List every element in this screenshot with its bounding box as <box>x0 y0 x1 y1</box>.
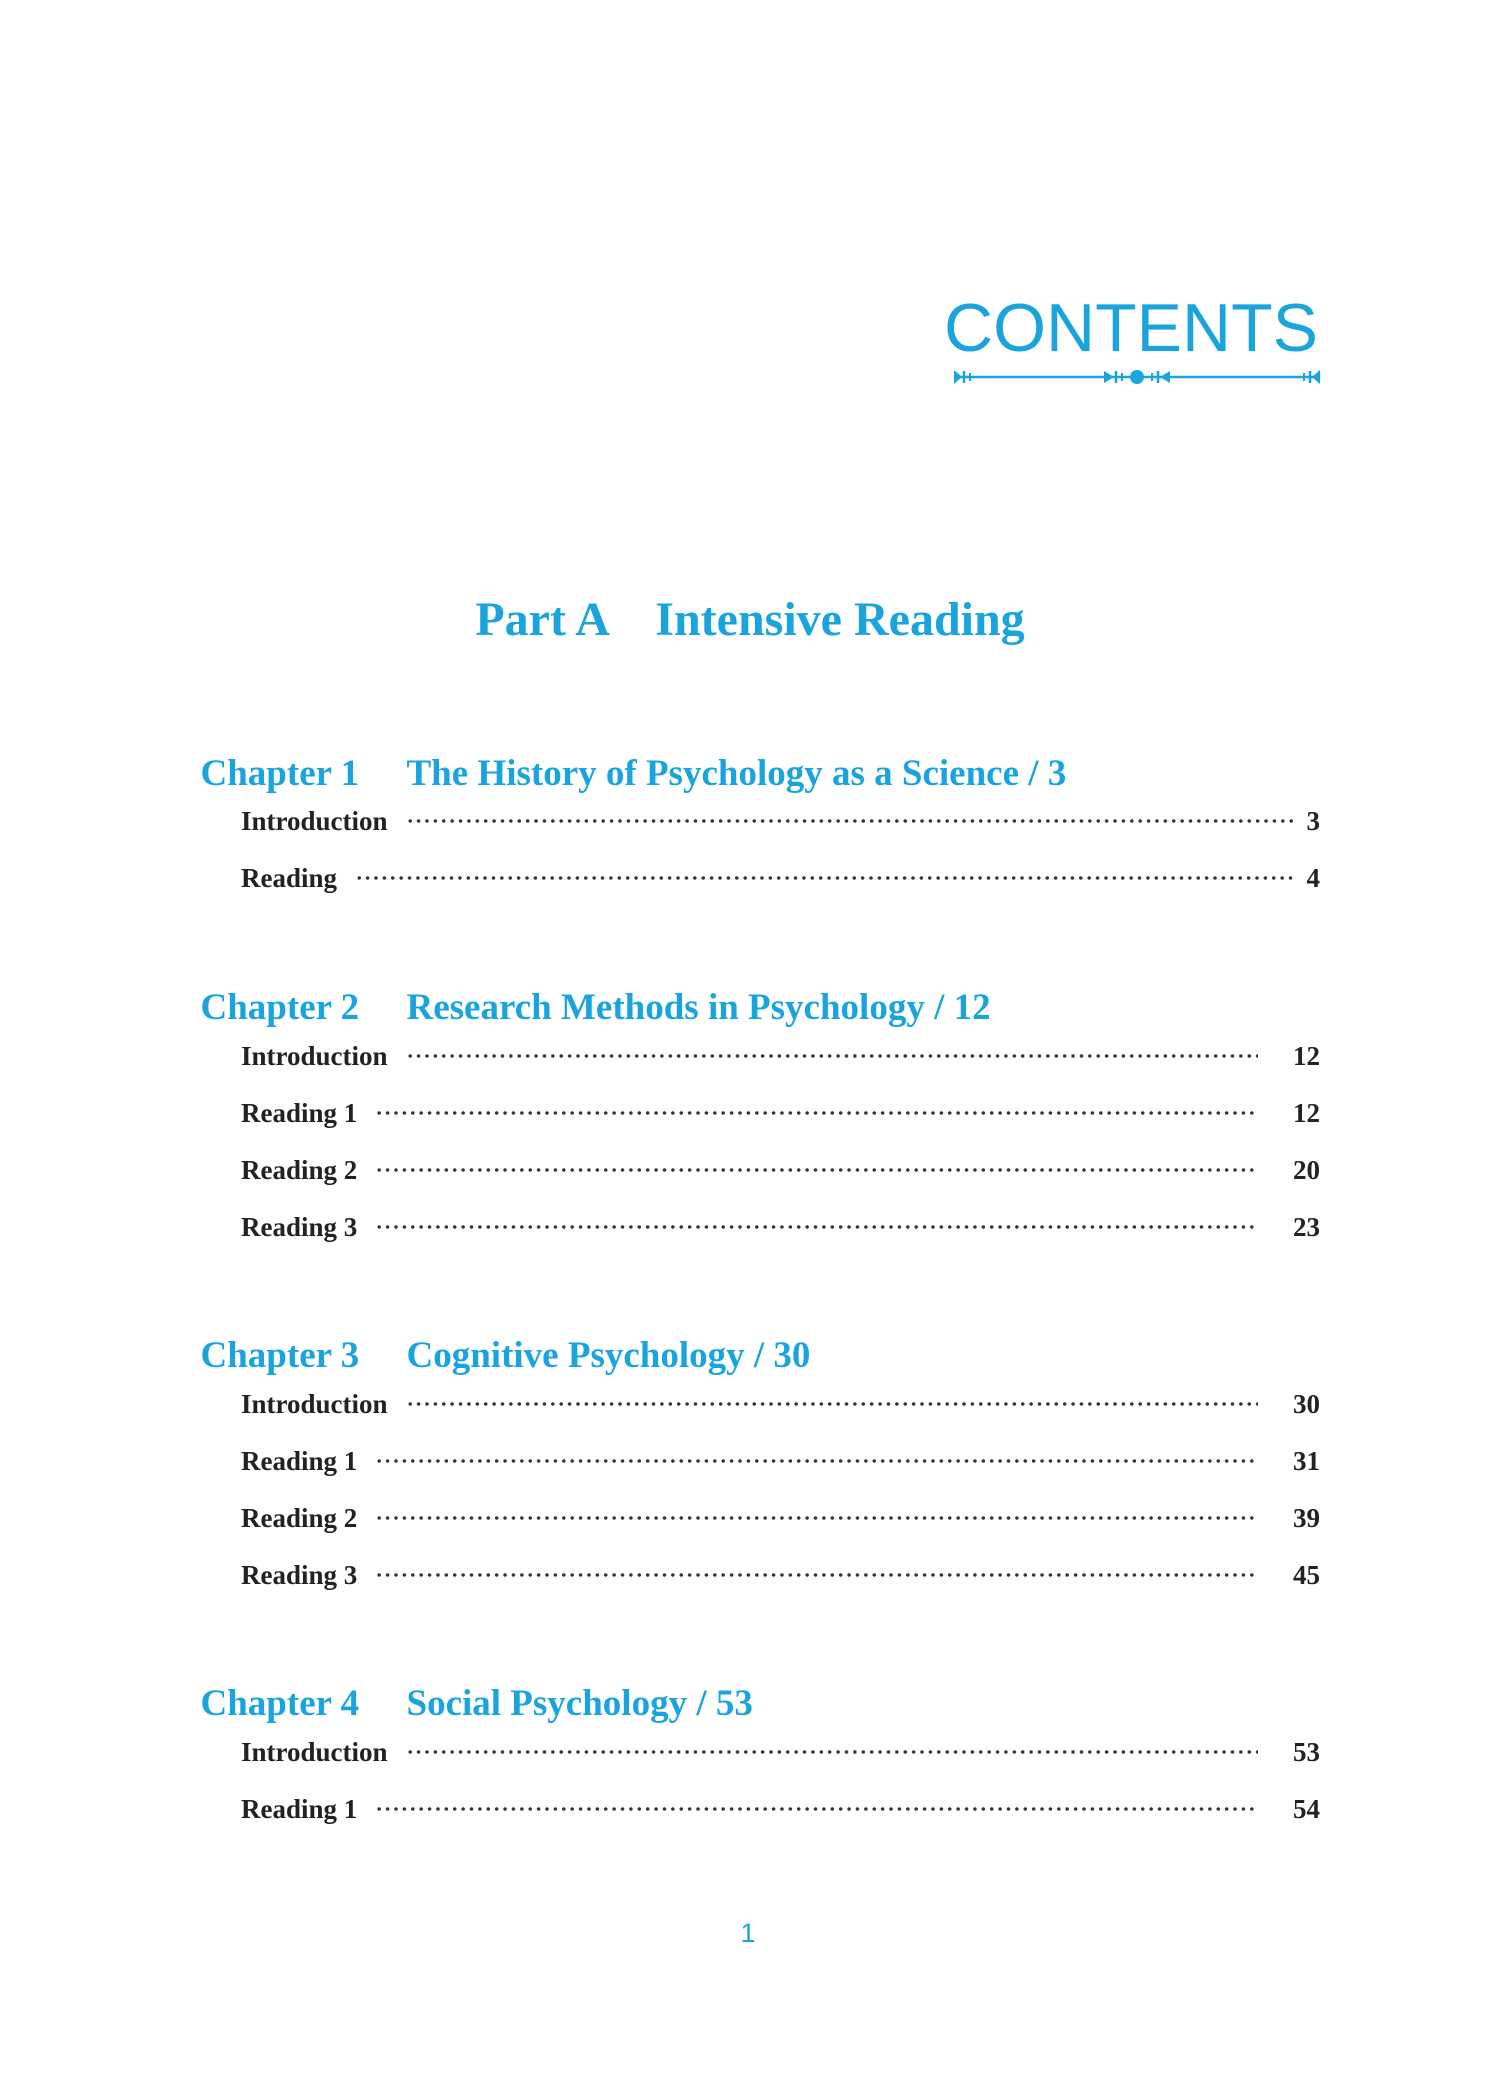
toc-entry-label: Reading 1 <box>241 1794 358 1824</box>
toc-entry[interactable] <box>241 1153 1320 1187</box>
chapter-number: Chapter 3 <box>200 1335 360 1376</box>
chapter-heading[interactable] <box>182 952 991 1026</box>
toc-entry-label: Introduction <box>241 1389 388 1419</box>
chapter-number: Chapter 4 <box>200 1683 360 1724</box>
toc-entry-label: Introduction <box>241 806 388 836</box>
toc-entry-page: 4 <box>1306 863 1320 893</box>
toc-entry-page: 45 <box>1293 1560 1320 1590</box>
toc-entry-label: Reading 3 <box>241 1212 358 1242</box>
toc-entry-page: 54 <box>1293 1794 1320 1824</box>
chapter-title: Social Psychology / 53 <box>406 1683 753 1724</box>
dot-leader <box>355 875 1294 881</box>
toc-entry-page: 12 <box>1293 1041 1320 1071</box>
toc-entry[interactable] <box>241 1558 1320 1592</box>
chapter-heading[interactable] <box>182 1648 753 1722</box>
toc-entry-page: 30 <box>1293 1389 1320 1419</box>
chapter-title: The History of Psychology as a Science / 3 <box>406 753 1067 794</box>
dot-leader <box>406 818 1295 824</box>
toc-entry[interactable] <box>241 861 1320 895</box>
toc-entry[interactable] <box>241 1096 1320 1130</box>
toc-entry-page: 53 <box>1293 1737 1320 1767</box>
part-name: Intensive Reading <box>655 593 1025 646</box>
chapter-title: Research Methods in Psychology / 12 <box>406 987 991 1028</box>
page-number: 1 <box>740 1918 756 1948</box>
dot-leader <box>375 1458 1258 1464</box>
dot-leader <box>375 1110 1258 1116</box>
dot-leader <box>375 1572 1258 1578</box>
part-label: Part A <box>475 593 608 646</box>
dot-leader <box>406 1401 1258 1407</box>
toc-entry[interactable] <box>241 804 1320 838</box>
chapter-number: Chapter 2 <box>200 987 360 1028</box>
toc-entry[interactable] <box>241 1501 1320 1535</box>
ornament-divider-icon <box>954 367 1320 387</box>
chapter-heading[interactable] <box>182 1300 810 1374</box>
toc-entry-label: Reading 2 <box>241 1503 358 1533</box>
toc-entry-label: Reading <box>241 863 338 893</box>
toc-entry[interactable] <box>241 1039 1320 1073</box>
toc-entry-label: Reading 1 <box>241 1446 358 1476</box>
dot-leader <box>375 1806 1258 1812</box>
toc-entry-page: 20 <box>1293 1155 1320 1185</box>
toc-entry[interactable] <box>241 1792 1320 1826</box>
toc-entry[interactable] <box>241 1210 1320 1244</box>
dot-leader <box>375 1167 1258 1173</box>
toc-entry-page: 12 <box>1293 1098 1320 1128</box>
part-title <box>0 593 1496 646</box>
chapter-number: Chapter 1 <box>200 753 360 794</box>
toc-entry[interactable] <box>241 1735 1320 1769</box>
dot-leader <box>406 1749 1258 1755</box>
dot-leader <box>375 1515 1258 1521</box>
dot-leader <box>406 1053 1258 1059</box>
toc-entry-label: Introduction <box>241 1737 388 1767</box>
toc-entry-label: Reading 3 <box>241 1560 358 1590</box>
contents-heading: CONTENTS <box>944 290 1318 366</box>
chapter-title: Cognitive Psychology / 30 <box>406 1335 811 1376</box>
toc-entry[interactable] <box>241 1444 1320 1478</box>
toc-entry-label: Introduction <box>241 1041 388 1071</box>
toc-entry-page: 31 <box>1293 1446 1320 1476</box>
toc-entry[interactable] <box>241 1387 1320 1421</box>
chapter-heading[interactable] <box>182 718 1066 792</box>
toc-entry-page: 23 <box>1293 1212 1320 1242</box>
dot-leader <box>375 1224 1258 1230</box>
toc-entry-page: 39 <box>1293 1503 1320 1533</box>
toc-entry-label: Reading 2 <box>241 1155 358 1185</box>
toc-entry-page: 3 <box>1306 806 1320 836</box>
toc-entry-label: Reading 1 <box>241 1098 358 1128</box>
